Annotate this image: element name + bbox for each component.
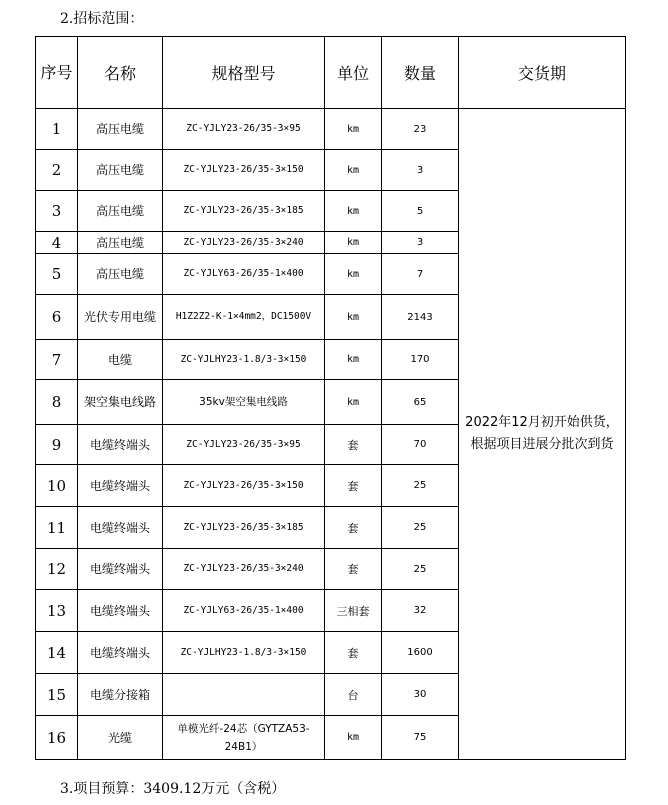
row-spec: H1Z2Z2-K-1×4mm2，DC1500V bbox=[163, 295, 325, 340]
row-name: 高压电缆 bbox=[78, 254, 163, 295]
row-name: 电缆终端头 bbox=[78, 507, 163, 549]
row-unit: km bbox=[325, 150, 382, 191]
row-qty: 5 bbox=[382, 191, 459, 232]
row-unit: km bbox=[325, 380, 382, 425]
row-unit: km bbox=[325, 295, 382, 340]
row-spec bbox=[163, 674, 325, 716]
row-name: 电缆终端头 bbox=[78, 590, 163, 632]
header-unit: 单位 bbox=[325, 37, 382, 109]
header-name: 名称 bbox=[78, 37, 163, 109]
row-unit: km bbox=[325, 232, 382, 254]
row-qty: 3 bbox=[382, 232, 459, 254]
row-spec: ZC-YJLY23-26/35-3×150 bbox=[163, 150, 325, 191]
row-unit: 套 bbox=[325, 632, 382, 674]
row-unit: 套 bbox=[325, 425, 382, 465]
row-no: 2 bbox=[36, 150, 78, 191]
row-qty: 70 bbox=[382, 425, 459, 465]
row-name: 电缆分接箱 bbox=[78, 674, 163, 716]
row-no: 1 bbox=[36, 109, 78, 150]
row-spec: ZC-YJLY23-26/35-3×185 bbox=[163, 507, 325, 549]
row-no: 11 bbox=[36, 507, 78, 549]
row-no: 12 bbox=[36, 549, 78, 590]
row-name: 电缆 bbox=[78, 340, 163, 380]
row-qty: 32 bbox=[382, 590, 459, 632]
row-name: 架空集电线路 bbox=[78, 380, 163, 425]
header-spec: 规格型号 bbox=[163, 37, 325, 109]
row-no: 5 bbox=[36, 254, 78, 295]
row-no: 7 bbox=[36, 340, 78, 380]
row-name: 光缆 bbox=[78, 716, 163, 760]
row-unit: km bbox=[325, 109, 382, 150]
row-spec: ZC-YJLY63-26/35-1×400 bbox=[163, 254, 325, 295]
row-no: 14 bbox=[36, 632, 78, 674]
row-unit: km bbox=[325, 191, 382, 232]
budget-text: 3.项目预算：3409.12万元（含税） bbox=[60, 781, 286, 797]
row-no: 6 bbox=[36, 295, 78, 340]
table-header-row bbox=[36, 37, 626, 109]
row-name: 电缆终端头 bbox=[78, 632, 163, 674]
row-spec: ZC-YJLHY23-1.8/3-3×150 bbox=[163, 632, 325, 674]
row-no: 8 bbox=[36, 380, 78, 425]
row-qty: 75 bbox=[382, 716, 459, 760]
row-unit: 套 bbox=[325, 465, 382, 507]
bid-scope-table bbox=[35, 36, 626, 760]
table-row bbox=[36, 109, 626, 150]
row-no: 10 bbox=[36, 465, 78, 507]
row-qty: 7 bbox=[382, 254, 459, 295]
row-no: 9 bbox=[36, 425, 78, 465]
row-no: 15 bbox=[36, 674, 78, 716]
row-spec: ZC-YJLY23-26/35-3×150 bbox=[163, 465, 325, 507]
row-qty: 1600 bbox=[382, 632, 459, 674]
row-spec: ZC-YJLHY23-1.8/3-3×150 bbox=[163, 340, 325, 380]
row-spec: ZC-YJLY23-26/35-3×185 bbox=[163, 191, 325, 232]
row-unit: km bbox=[325, 716, 382, 760]
row-name: 高压电缆 bbox=[78, 232, 163, 254]
row-qty: 65 bbox=[382, 380, 459, 425]
section-title: 2.招标范围： bbox=[60, 11, 144, 27]
row-qty: 3 bbox=[382, 150, 459, 191]
header-no: 序号 bbox=[36, 37, 78, 109]
row-name: 电缆终端头 bbox=[78, 549, 163, 590]
row-spec: ZC-YJLY23-26/35-3×240 bbox=[163, 232, 325, 254]
row-qty: 170 bbox=[382, 340, 459, 380]
delivery-period-cell: 2022年12月初开始供货，根据项目进展分批次到货 bbox=[459, 109, 626, 760]
header-delivery: 交货期 bbox=[459, 37, 626, 109]
row-qty: 25 bbox=[382, 507, 459, 549]
row-spec: 单模光纤-24芯（GYTZA53-24B1） bbox=[163, 716, 325, 760]
row-unit: 套 bbox=[325, 507, 382, 549]
header-qty: 数量 bbox=[382, 37, 459, 109]
row-unit: 套 bbox=[325, 549, 382, 590]
row-no: 4 bbox=[36, 232, 78, 254]
row-unit: 台 bbox=[325, 674, 382, 716]
row-no: 3 bbox=[36, 191, 78, 232]
row-name: 高压电缆 bbox=[78, 191, 163, 232]
row-unit: km bbox=[325, 340, 382, 380]
row-unit: 三相套 bbox=[325, 590, 382, 632]
row-spec: ZC-YJLY63-26/35-1×400 bbox=[163, 590, 325, 632]
row-qty: 23 bbox=[382, 109, 459, 150]
row-spec: ZC-YJLY23-26/35-3×240 bbox=[163, 549, 325, 590]
row-spec: 35kv架空集电线路 bbox=[163, 380, 325, 425]
row-no: 13 bbox=[36, 590, 78, 632]
row-spec: ZC-YJLY23-26/35-3×95 bbox=[163, 109, 325, 150]
row-qty: 25 bbox=[382, 465, 459, 507]
row-no: 16 bbox=[36, 716, 78, 760]
row-spec: ZC-YJLY23-26/35-3×95 bbox=[163, 425, 325, 465]
row-qty: 2143 bbox=[382, 295, 459, 340]
row-qty: 25 bbox=[382, 549, 459, 590]
row-name: 电缆终端头 bbox=[78, 465, 163, 507]
row-name: 高压电缆 bbox=[78, 150, 163, 191]
row-qty: 30 bbox=[382, 674, 459, 716]
row-name: 光伏专用电缆 bbox=[78, 295, 163, 340]
row-unit: km bbox=[325, 254, 382, 295]
row-name: 高压电缆 bbox=[78, 109, 163, 150]
row-name: 电缆终端头 bbox=[78, 425, 163, 465]
